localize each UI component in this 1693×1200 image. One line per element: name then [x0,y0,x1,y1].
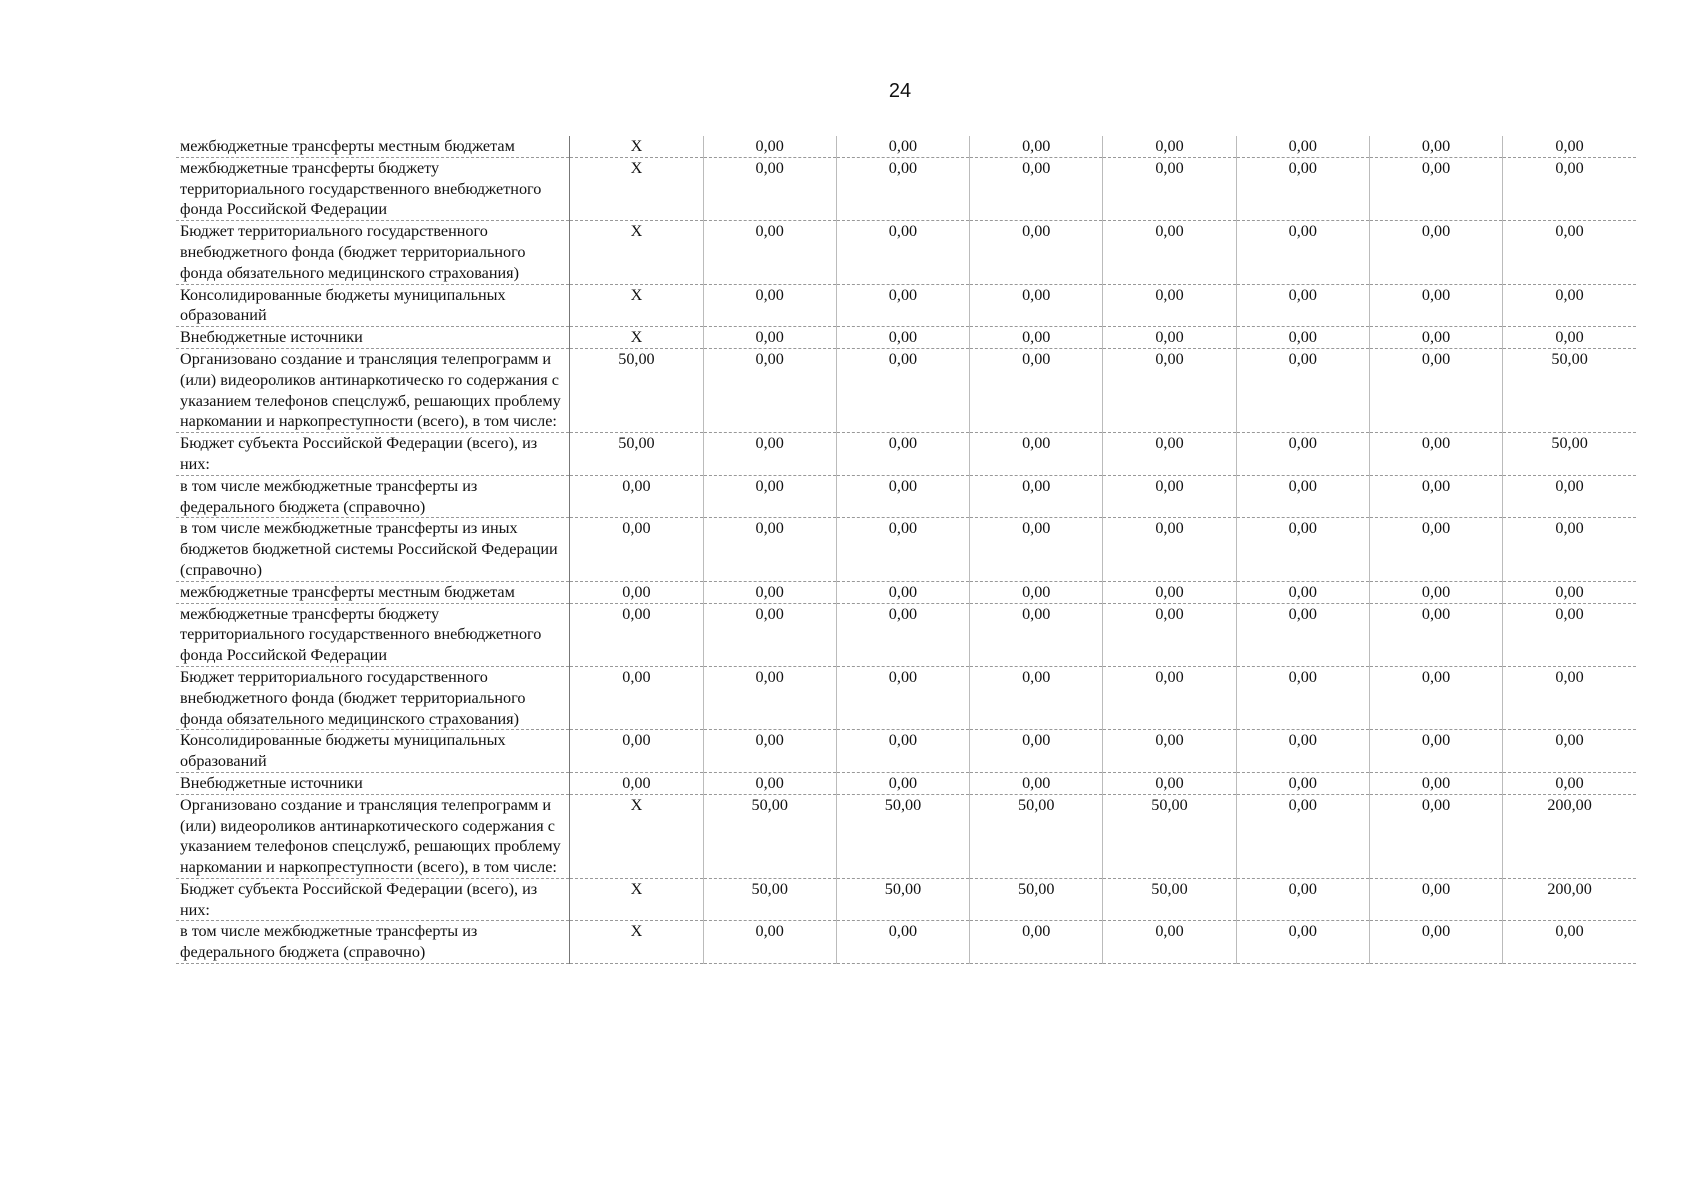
budget-table-wrapper [176,136,1636,964]
value-cell: 0,00 [1369,794,1502,878]
value-cell: X [570,327,703,349]
value-cell: 0,00 [570,666,703,729]
value-cell: X [570,794,703,878]
value-cell: 0,00 [1103,921,1236,964]
value-cell: 0,00 [1103,475,1236,518]
value-cell: 0,00 [1503,157,1636,220]
table-row [176,603,1636,666]
value-cell: 0,00 [1236,794,1369,878]
value-cell: 0,00 [703,221,836,284]
value-cell: 0,00 [1236,921,1369,964]
value-cell: X [570,284,703,327]
value-cell: 0,00 [703,348,836,432]
table-row [176,348,1636,432]
value-cell: 0,00 [1236,284,1369,327]
value-cell: 0,00 [836,603,969,666]
value-cell: 0,00 [1236,772,1369,794]
row-label: Внебюджетные источники [176,772,570,794]
value-cell: 0,00 [1103,603,1236,666]
value-cell: X [570,878,703,921]
value-cell: 0,00 [1369,221,1502,284]
value-cell: 50,00 [703,794,836,878]
value-cell: X [570,157,703,220]
value-cell: X [570,221,703,284]
value-cell: 0,00 [1103,518,1236,581]
value-cell: 0,00 [1369,518,1502,581]
value-cell: 0,00 [1103,433,1236,476]
row-label: Консолидированные бюджеты муниципальных образований [176,730,570,773]
value-cell: 0,00 [1236,433,1369,476]
value-cell: 0,00 [1369,666,1502,729]
table-row [176,666,1636,729]
value-cell: 0,00 [970,581,1103,603]
value-cell: 0,00 [970,433,1103,476]
row-label: Бюджет субъекта Российской Федерации (всего), из них: [176,878,570,921]
value-cell: X [570,921,703,964]
value-cell: 0,00 [1503,327,1636,349]
value-cell: 0,00 [1503,730,1636,773]
table-row [176,581,1636,603]
value-cell: 0,00 [970,666,1103,729]
value-cell: 0,00 [1236,348,1369,432]
value-cell: 0,00 [703,666,836,729]
value-cell: 0,00 [836,921,969,964]
value-cell: 0,00 [1503,772,1636,794]
value-cell: 0,00 [836,136,969,157]
value-cell: 0,00 [970,284,1103,327]
value-cell: 0,00 [1236,518,1369,581]
value-cell: 0,00 [836,730,969,773]
value-cell: 50,00 [1103,794,1236,878]
value-cell: 0,00 [1503,666,1636,729]
value-cell: 0,00 [1369,348,1502,432]
value-cell: 0,00 [1503,518,1636,581]
value-cell: 0,00 [1103,581,1236,603]
value-cell: 0,00 [1236,603,1369,666]
value-cell: 0,00 [1503,581,1636,603]
value-cell: 0,00 [570,475,703,518]
table-row [176,136,1636,157]
row-label: Организовано создание и трансляция телепрограмм и (или) видеороликов антинаркотическо го содержания с указанием телефонов спецслужб, решающих проблему наркомании и наркопреступности (всего), в том числе: [176,348,570,432]
table-row [176,327,1636,349]
table-row [176,518,1636,581]
value-cell: 0,00 [570,581,703,603]
value-cell: 0,00 [703,730,836,773]
row-label: Бюджет субъекта Российской Федерации (всего), из них: [176,433,570,476]
row-label: межбюджетные трансферты местным бюджетам [176,136,570,157]
value-cell: 0,00 [1236,666,1369,729]
table-row [176,730,1636,773]
value-cell: 0,00 [970,221,1103,284]
value-cell: 0,00 [970,327,1103,349]
value-cell: 0,00 [970,157,1103,220]
value-cell: 0,00 [1103,666,1236,729]
value-cell: 0,00 [1103,772,1236,794]
table-row [176,433,1636,476]
value-cell: 0,00 [1103,348,1236,432]
value-cell: 0,00 [703,581,836,603]
value-cell: 0,00 [1503,284,1636,327]
row-label: Организовано создание и трансляция телепрограмм и (или) видеороликов антинаркотического содержания с указанием телефонов спецслужб, решающих проблему наркомании и наркопреступности (всего), в том числе: [176,794,570,878]
value-cell: 0,00 [1369,327,1502,349]
table-row [176,221,1636,284]
value-cell: 0,00 [1369,475,1502,518]
value-cell: 0,00 [1503,921,1636,964]
value-cell: 0,00 [703,327,836,349]
value-cell: 0,00 [570,518,703,581]
value-cell: 0,00 [836,327,969,349]
row-label: в том числе межбюджетные трансферты из федерального бюджета (справочно) [176,921,570,964]
value-cell: 50,00 [703,878,836,921]
value-cell: 0,00 [836,666,969,729]
value-cell: 0,00 [970,518,1103,581]
page-number: 24 [888,80,912,102]
value-cell: 0,00 [703,157,836,220]
value-cell: 0,00 [1236,157,1369,220]
row-label: межбюджетные трансферты местным бюджетам [176,581,570,603]
value-cell: 0,00 [970,921,1103,964]
table-row [176,921,1636,964]
table-row [176,772,1636,794]
budget-table [176,136,1636,964]
value-cell: 0,00 [836,284,969,327]
value-cell: 0,00 [970,603,1103,666]
value-cell: 50,00 [1103,878,1236,921]
value-cell: 0,00 [970,348,1103,432]
value-cell: 50,00 [1503,433,1636,476]
row-label: в том числе межбюджетные трансферты из иных бюджетов бюджетной системы Российской Федерации (справочно) [176,518,570,581]
value-cell: 0,00 [703,921,836,964]
value-cell: 0,00 [836,157,969,220]
value-cell: 50,00 [836,878,969,921]
table-row [176,475,1636,518]
value-cell: 0,00 [1236,327,1369,349]
value-cell: 0,00 [1103,327,1236,349]
value-cell: 0,00 [703,433,836,476]
value-cell: 0,00 [836,581,969,603]
value-cell: 0,00 [1103,284,1236,327]
value-cell: 0,00 [703,518,836,581]
value-cell: 0,00 [1236,136,1369,157]
value-cell: 0,00 [970,475,1103,518]
value-cell: 200,00 [1503,878,1636,921]
row-label: Консолидированные бюджеты муниципальных образований [176,284,570,327]
value-cell: 0,00 [1236,221,1369,284]
value-cell: 0,00 [1369,603,1502,666]
value-cell: 0,00 [1503,603,1636,666]
value-cell: 0,00 [1503,475,1636,518]
value-cell: 0,00 [1369,730,1502,773]
value-cell: 50,00 [570,433,703,476]
value-cell: 0,00 [836,348,969,432]
value-cell: 0,00 [570,603,703,666]
value-cell: 0,00 [1369,284,1502,327]
value-cell: 0,00 [1236,475,1369,518]
value-cell: X [570,136,703,157]
value-cell: 0,00 [836,518,969,581]
budget-table-body [176,136,1636,964]
value-cell: 0,00 [970,136,1103,157]
value-cell: 0,00 [1369,581,1502,603]
value-cell: 0,00 [1369,157,1502,220]
value-cell: 0,00 [570,772,703,794]
value-cell: 50,00 [970,794,1103,878]
value-cell: 50,00 [970,878,1103,921]
row-label: межбюджетные трансферты бюджету территориального государственного внебюджетного фонда Российской Федерации [176,157,570,220]
value-cell: 0,00 [1503,136,1636,157]
value-cell: 0,00 [1369,878,1502,921]
value-cell: 0,00 [1103,136,1236,157]
value-cell: 50,00 [1503,348,1636,432]
row-label: Бюджет территориального государственного внебюджетного фонда (бюджет территориального фонда обязательного медицинского страхования) [176,666,570,729]
row-label: Внебюджетные источники [176,327,570,349]
row-label: межбюджетные трансферты бюджету территориального государственного внебюджетного фонда Российской Федерации [176,603,570,666]
value-cell: 0,00 [1369,921,1502,964]
value-cell: 0,00 [1236,730,1369,773]
value-cell: 0,00 [836,221,969,284]
value-cell: 0,00 [970,730,1103,773]
value-cell: 0,00 [703,772,836,794]
value-cell: 0,00 [703,603,836,666]
value-cell: 200,00 [1503,794,1636,878]
value-cell: 0,00 [1236,878,1369,921]
value-cell: 0,00 [970,772,1103,794]
value-cell: 50,00 [570,348,703,432]
table-row [176,284,1636,327]
value-cell: 0,00 [1103,730,1236,773]
value-cell: 0,00 [836,475,969,518]
value-cell: 0,00 [1236,581,1369,603]
value-cell: 0,00 [703,284,836,327]
row-label: Бюджет территориального государственного внебюджетного фонда (бюджет территориального фонда обязательного медицинского страхования) [176,221,570,284]
value-cell: 50,00 [836,794,969,878]
table-row [176,794,1636,878]
value-cell: 0,00 [1103,157,1236,220]
value-cell: 0,00 [703,475,836,518]
value-cell: 0,00 [1103,221,1236,284]
table-row [176,878,1636,921]
value-cell: 0,00 [1369,772,1502,794]
value-cell: 0,00 [1369,136,1502,157]
value-cell: 0,00 [703,136,836,157]
value-cell: 0,00 [570,730,703,773]
value-cell: 0,00 [836,433,969,476]
value-cell: 0,00 [1369,433,1502,476]
table-row [176,157,1636,220]
value-cell: 0,00 [1503,221,1636,284]
row-label: в том числе межбюджетные трансферты из федерального бюджета (справочно) [176,475,570,518]
value-cell: 0,00 [836,772,969,794]
